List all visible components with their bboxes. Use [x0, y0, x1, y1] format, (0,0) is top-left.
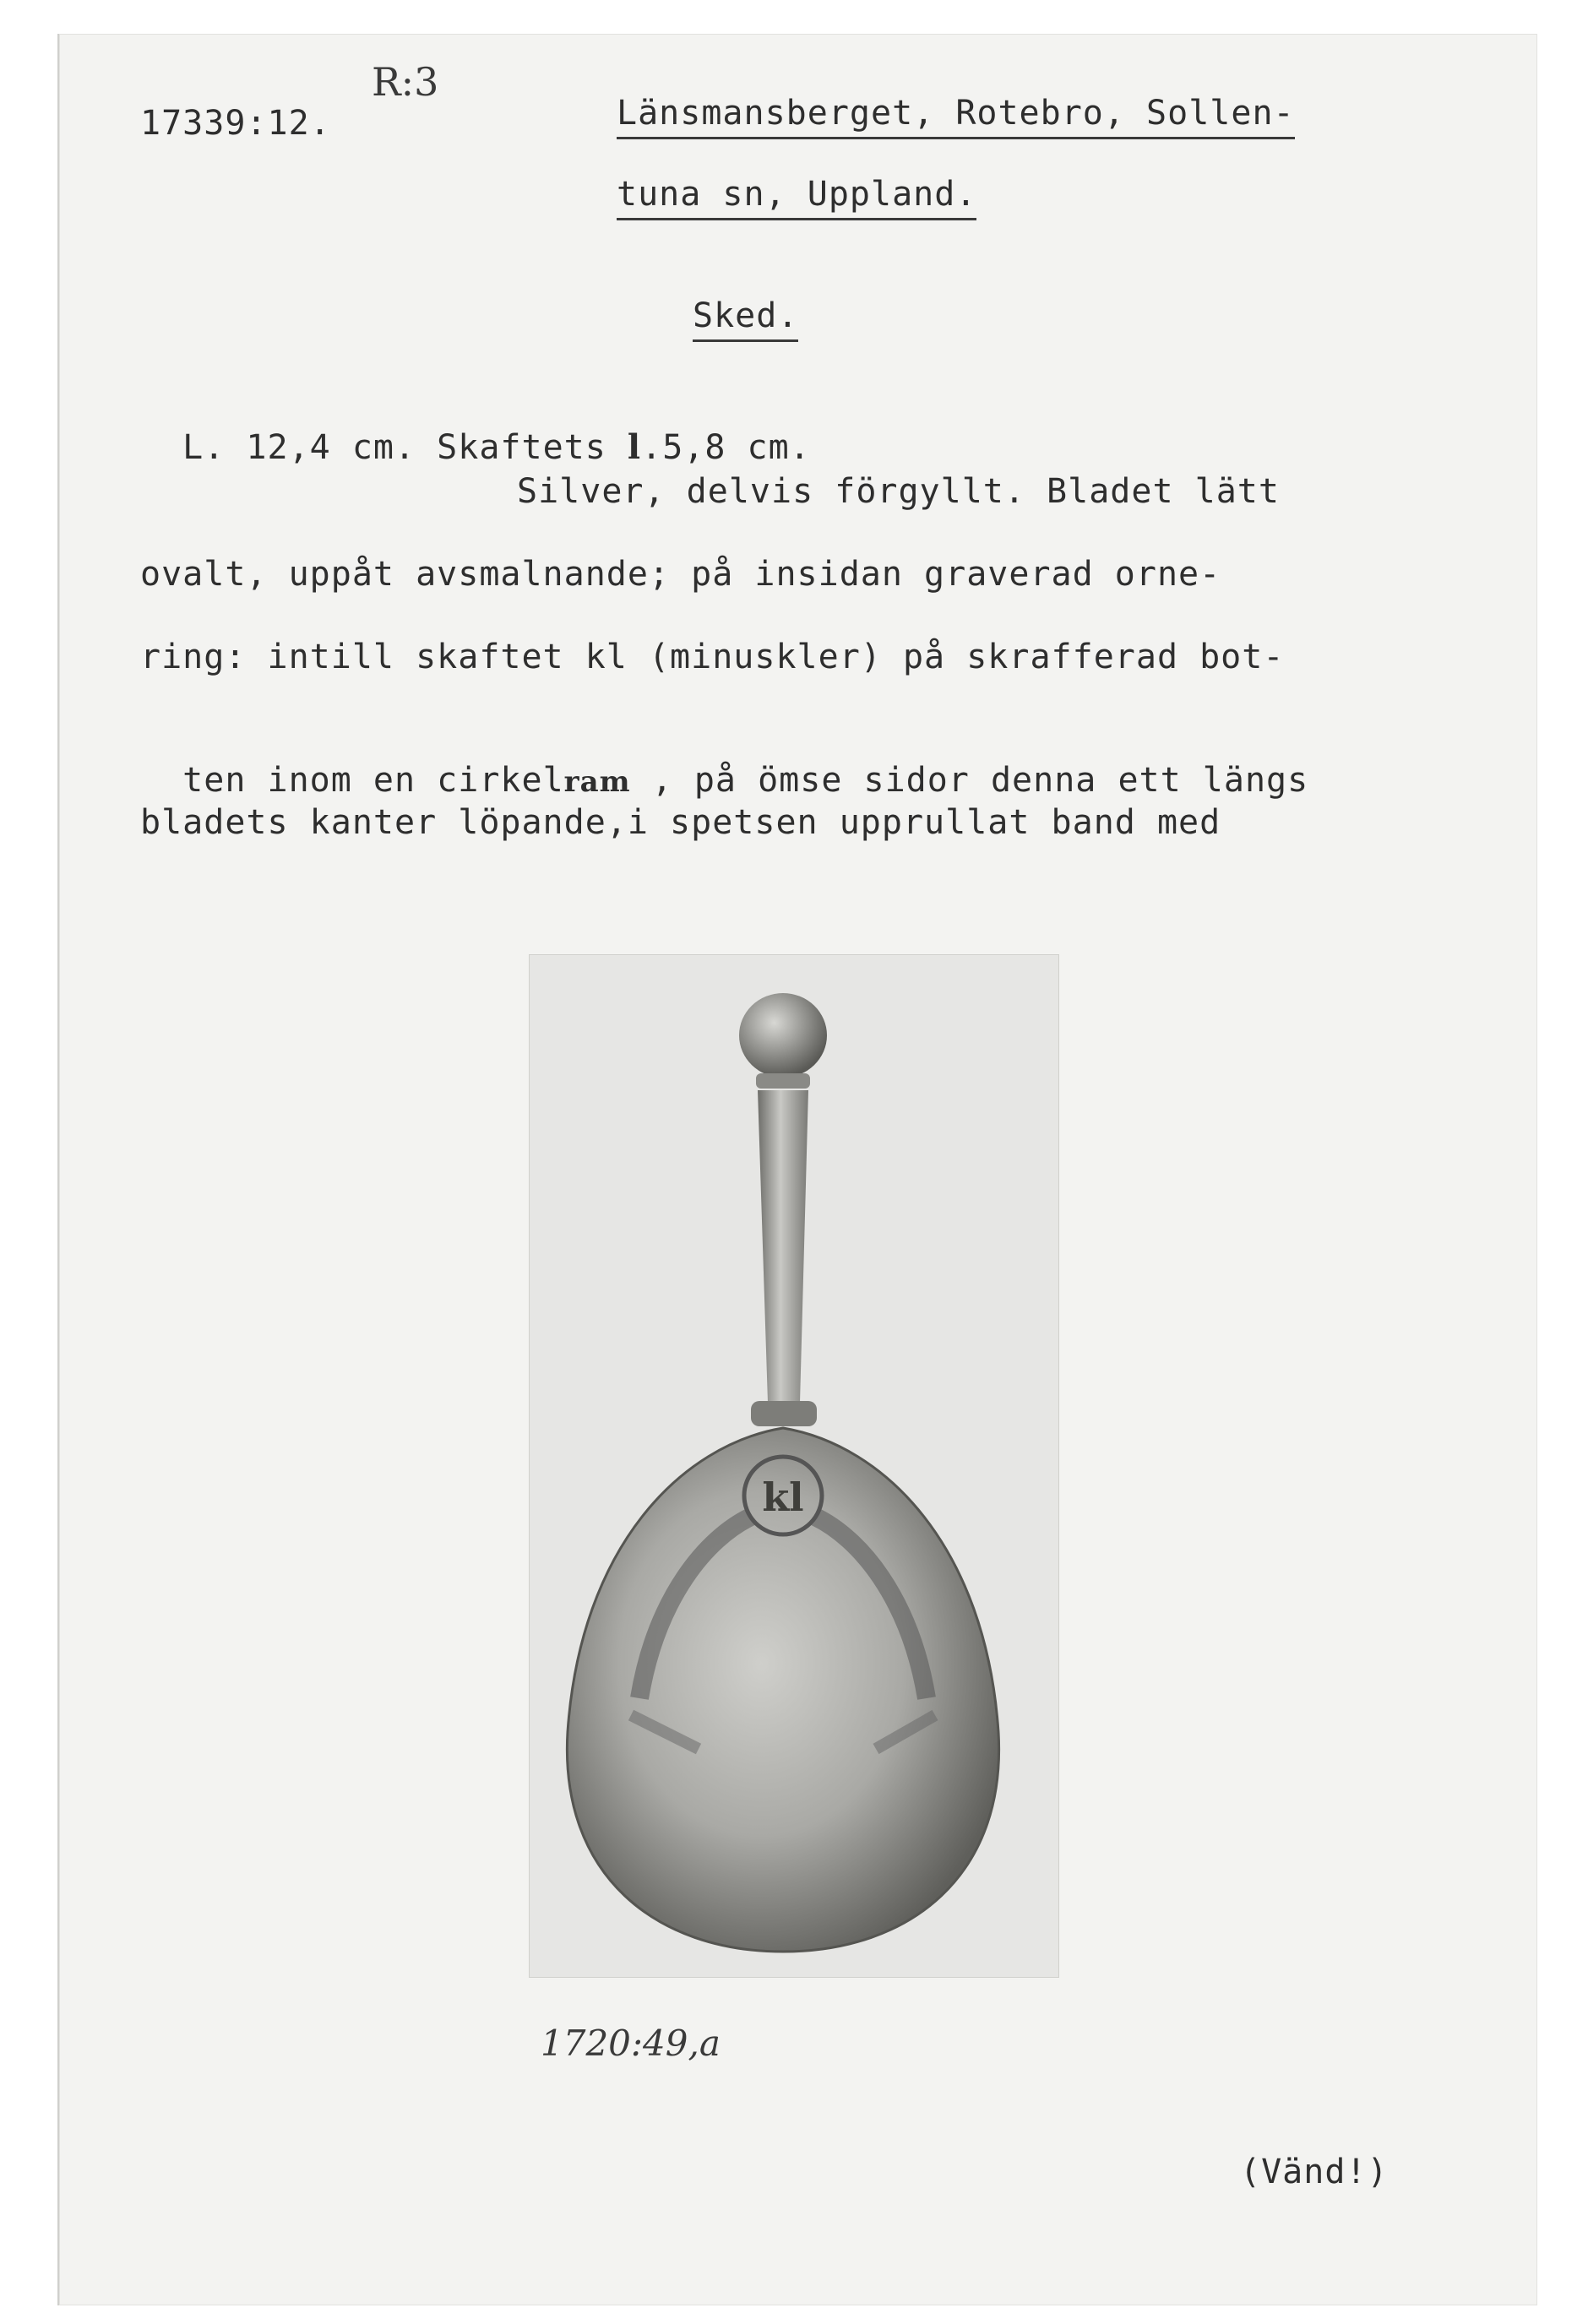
handwritten-ram: ram	[563, 765, 631, 799]
handwritten-mark: R:3	[372, 59, 439, 105]
site-line-2: tuna sn, Uppland.	[617, 174, 976, 220]
description-line-3: ring: intill skaftet kl (minuskler) på skrafferad bot-	[140, 638, 1285, 676]
description-line-4-rest: , på ömse sidor denna ett längs	[630, 761, 1309, 800]
object-title: Sked.	[693, 296, 798, 342]
dimensions-text-1: L. 12,4 cm. Skaftets	[182, 428, 628, 467]
monogram-text: kl	[762, 1474, 804, 1520]
dimensions-handwritten-l: l	[627, 427, 642, 467]
description-line-1: Silver, delvis förgyllt. Bladet lätt	[517, 472, 1280, 511]
description-line-2: ovalt, uppåt avsmalnande; på insidan graverad orne-	[140, 555, 1221, 594]
spoon-photograph	[529, 954, 1059, 1978]
description-line-4-text: ten inom en cirkel	[182, 761, 564, 800]
spoon-illustration	[530, 955, 1058, 1977]
description-line-5: bladets kanter löpande,i spetsen upprullat band med	[140, 803, 1221, 842]
photo-number: 1720:49,a	[541, 2023, 721, 2064]
site-line-1: Länsmansberget, Rotebro, Sollen-	[617, 93, 1295, 139]
description-line-4	[140, 719, 1308, 802]
dimensions-line	[140, 387, 811, 468]
catalog-number: 17339:12.	[140, 104, 331, 143]
spoon-knob	[739, 993, 827, 1078]
dimensions-text-2: .5,8 cm.	[641, 428, 811, 467]
turn-note: (Vänd!)	[1240, 2153, 1389, 2191]
